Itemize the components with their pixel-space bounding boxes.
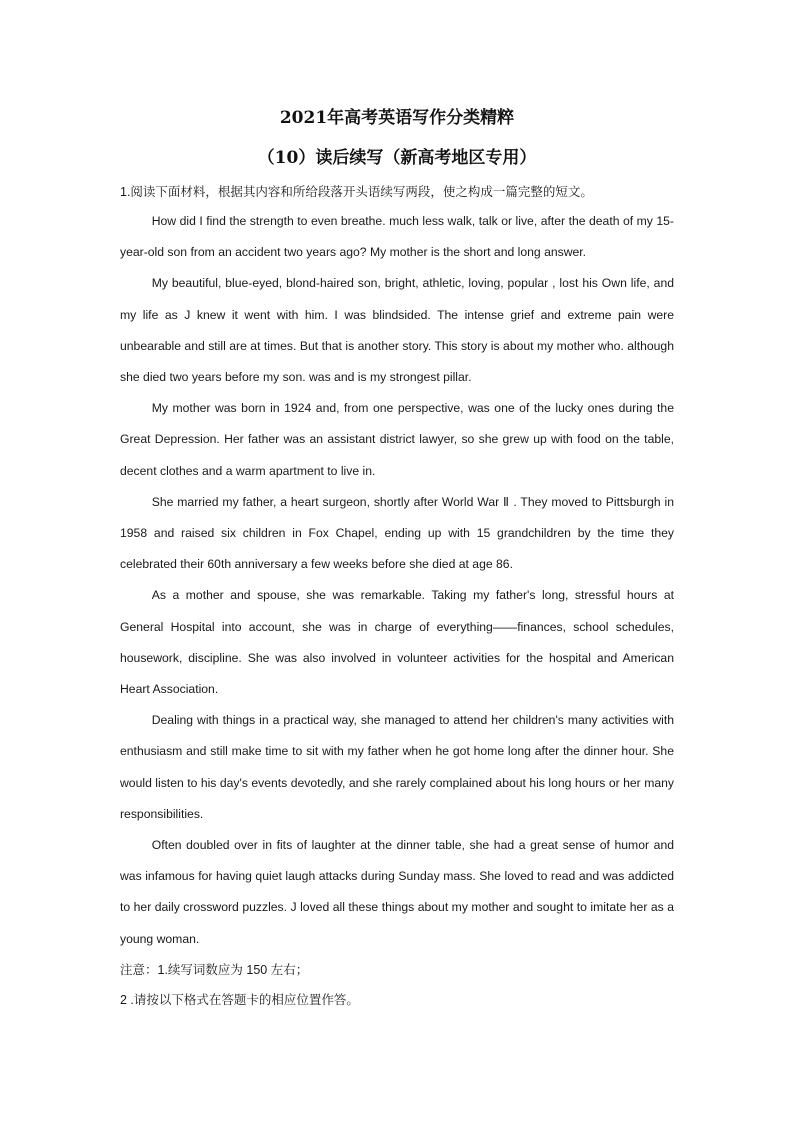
passage-paragraph-5: As a mother and spouse, she was remarkable. Taking my father's long, stressful hours at General Hospital into account, she was in charge of everything——finances, school schedules, housework, discipline. She was also involved in volunteer activities for the hospital and American Heart Association. <box>120 588 674 697</box>
task-instruction: 1.阅读下面材料，根据其内容和所给段落开头语续写两段，使之构成一篇完整的短文。 <box>120 185 593 199</box>
passage-paragraph-6: Dealing with things in a practical way, she managed to attend her children's many activities with enthusiasm and still make time to sit with my father when he got home long after the dinner hour. She would listen to his day's events devotedly, and she rarely complained about his long hours or her many responsibilities. <box>120 713 674 821</box>
passage-paragraph-4: She married my father, a heart surgeon, shortly after World War Ⅱ . They moved to Pittsburgh in 1958 and raised six children in Fox Chapel, ending up with 15 grandchildren by the time they celebrated their 60th anniversary a few weeks before she died at age 86. <box>120 494 674 572</box>
passage-paragraph-2: My beautiful, blue-eyed, blond-haired son, bright, athletic, loving, popular , lost his Own life, and my life as J knew it went with him. I was blindsided. The intense grief and extreme pain were unbearable and still are at times. But that is another story. This story is about my mother who. although she died two years before my son. was and is my strongest pillar. <box>120 276 674 385</box>
passage-paragraph-1: How did I find the strength to even breathe. much less walk, talk or live, after the death of my 15-year-old son from an accident two years ago? My mother is the short and long answer. <box>120 214 674 260</box>
document-subtitle: （10）读后续写（新高考地区专用） <box>257 148 537 168</box>
document-page <box>120 100 674 1015</box>
passage-paragraph-7: Often doubled over in fits of laughter at the dinner table, she had a great sense of humor and was infamous for having quiet laugh attacks during Sunday mass. She loved to read and was addicted to her daily crossword puzzles. J loved all these things about my mother and sought to imitate her as a young woman. <box>120 838 674 946</box>
note-line-2: 2 .请按以下格式在答题卡的相应位置作答。 <box>120 992 359 1007</box>
note-line-1: 注意：1.续写词数应为 150 左右； <box>120 962 309 977</box>
passage-paragraph-3: My mother was born in 1924 and, from one perspective, was one of the lucky ones during the Great Depression. Her father was an assistant district lawyer, so she grew up with food on the table, decent clothes and a warm apartment to live in. <box>120 401 674 478</box>
notes-section <box>120 955 674 1015</box>
reading-passage <box>120 206 674 955</box>
document-title: 2021年高考英语写作分类精粹 <box>279 108 515 128</box>
